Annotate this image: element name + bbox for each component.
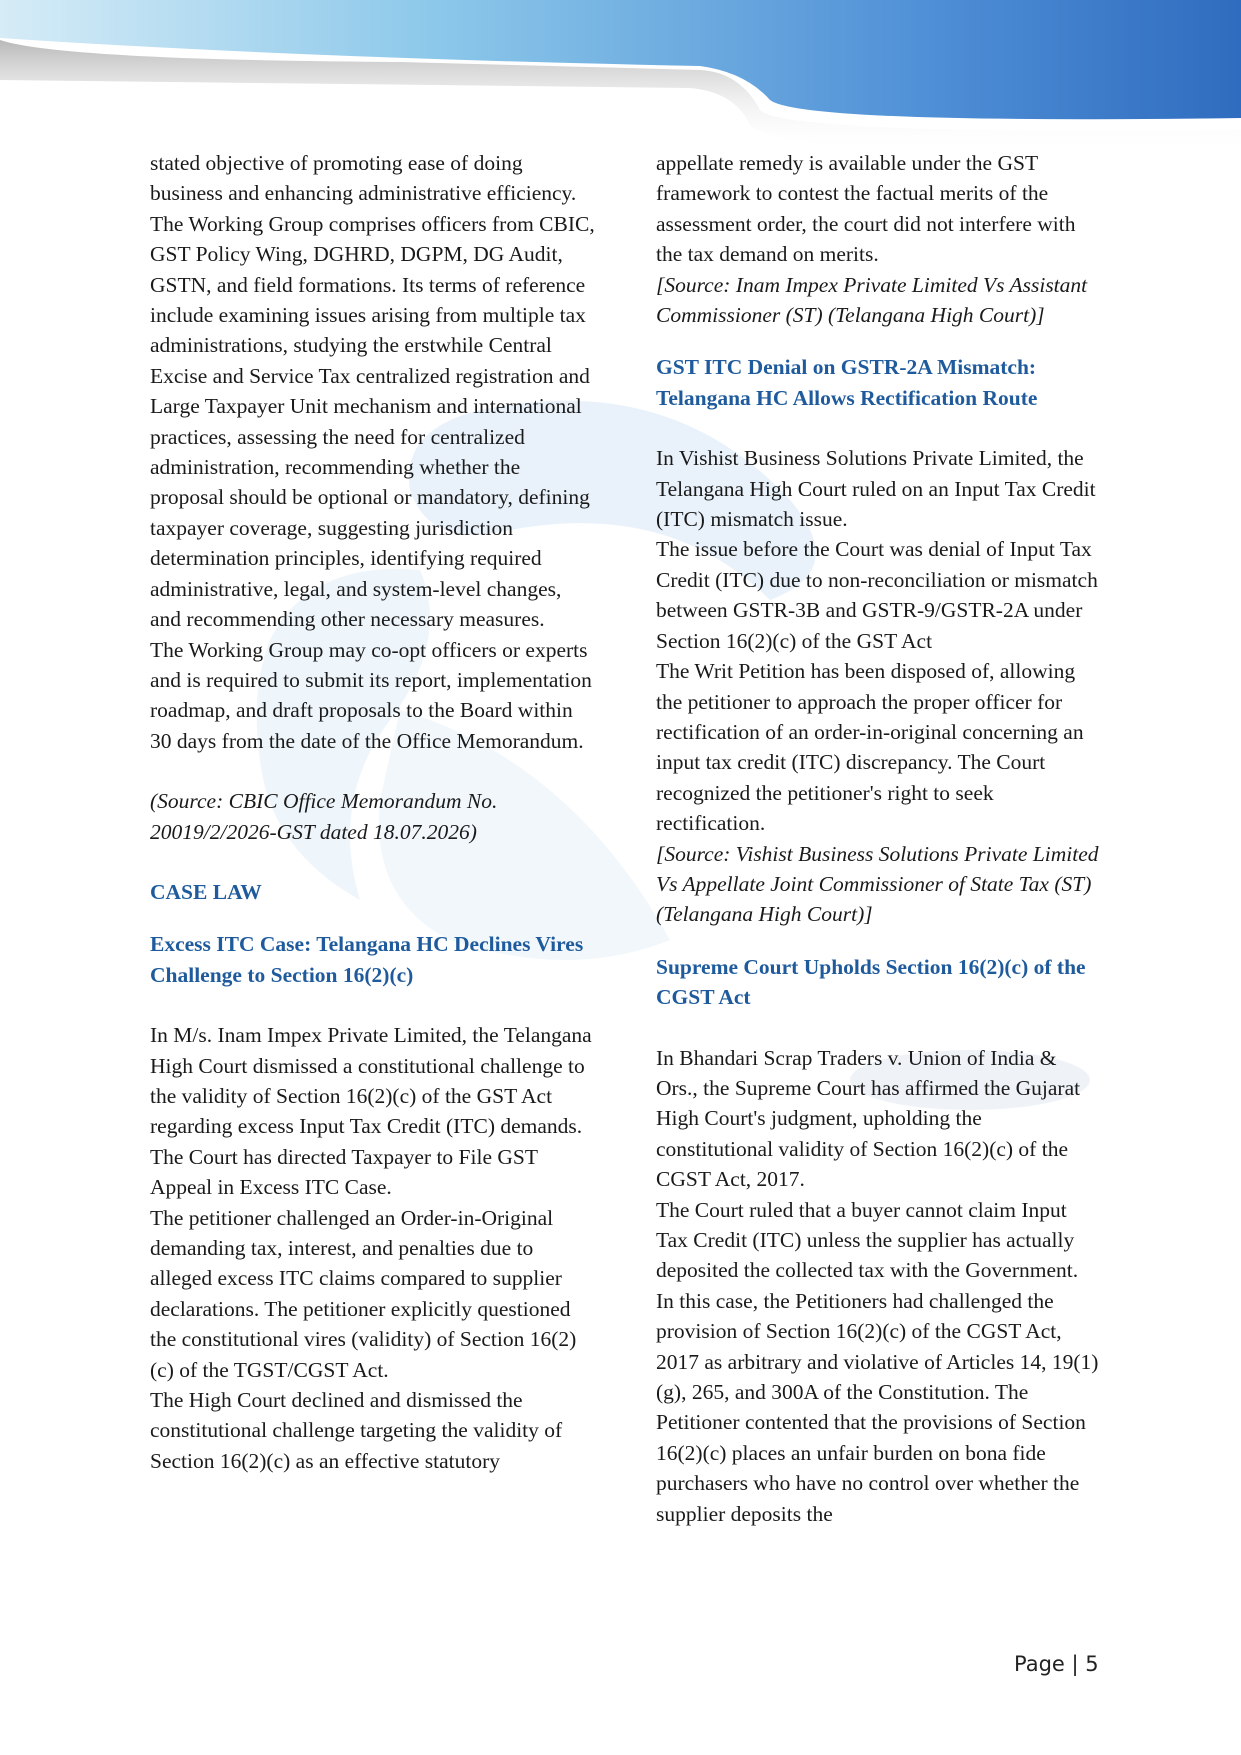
right-column bbox=[656, 148, 1101, 1529]
right-paragraph-4: The Writ Petition has been disposed of, allowing the petitioner to approach the proper officer for rectification of an order-in-original concerning an input tax credit (ITC) discrepancy. The Court recognized the petitioner's right to seek rectification. bbox=[656, 659, 1084, 836]
right-paragraph-5: In Bhandari Scrap Traders v. Union of India & Ors., the Supreme Court has affirmed the Gujarat High Court's judgment, upholding the constitutional validity of Section 16(2)(c) of the CGST Act, 2017. bbox=[656, 1045, 1081, 1192]
right-paragraph-2: In Vishist Business Solutions Private Limited, the Telangana High Court ruled on an Input Tax Credit (ITC) mismatch issue. bbox=[656, 446, 1096, 532]
header-band bbox=[0, 0, 1241, 160]
left-paragraph-2: The Working Group comprises officers from CBIC, GST Policy Wing, DGHRD, DGPM, DG Audit, GSTN, and field formations. Its terms of reference include examining issues arising from multiple tax administrations, studying the erstwhile Central Excise and Service Tax centralized registration and Large Taxpayer Unit mechanism and international practices, assessing the need for centralized administration, recommending whether the proposal should be optional or mandatory, defining taxpayer coverage, suggesting jurisdiction determination principles, identifying required administrative, legal, and system-level changes, and recommending other necessary measures. bbox=[150, 211, 595, 632]
gstr2a-mismatch-heading: GST ITC Denial on GSTR-2A Mismatch: Telangana HC Allows Rectification Route bbox=[656, 355, 1038, 410]
left-paragraph-4: In M/s. Inam Impex Private Limited, the Telangana High Court dismissed a constitutional challenge to the validity of Section 16(2)(c) of the GST Act regarding excess Input Tax Credit (ITC) demands. The Court has directed Taxpayer to File GST Appeal in Excess ITC Case. bbox=[150, 1023, 592, 1200]
left-paragraph-3: The Working Group may co-opt officers or experts and is required to submit its report, implementation roadmap, and draft proposals to the Board within 30 days from the date of the Office Memorandum. bbox=[150, 637, 592, 753]
page-number: Page | 5 bbox=[1014, 1652, 1099, 1676]
left-column bbox=[150, 148, 595, 1476]
right-paragraph-6: The Court ruled that a buyer cannot claim Input Tax Credit (ITC) unless the supplier has actually deposited the collected tax with the Government. bbox=[656, 1197, 1079, 1283]
right-paragraph-7: In this case, the Petitioners had challenged the provision of Section 16(2)(c) of the CGST Act, 2017 as arbitrary and violative of Articles 14, 19(1)(g), 265, and 300A of the Constitution. The Petitioner contented that the provisions of Section 16(2)(c) places an unfair burden on bona fide purchasers who have no control over whether the supplier deposits the bbox=[656, 1288, 1099, 1526]
case-law-heading: CASE LAW bbox=[150, 879, 262, 904]
right-paragraph-3: The issue before the Court was denial of Input Tax Credit (ITC) due to non-reconciliation or mismatch between GSTR-3B and GSTR-9/GSTR-2A under Section 16(2)(c) of the GST Act bbox=[656, 537, 1098, 653]
excess-itc-heading: Excess ITC Case: Telangana HC Declines Vires Challenge to Section 16(2)(c) bbox=[150, 932, 584, 987]
right-paragraph-1: appellate remedy is available under the GST framework to contest the factual merits of the assessment order, the court did not interfere with the tax demand on merits. bbox=[656, 151, 1076, 267]
right-source-citation-2: [Source: Vishist Business Solutions Private Limited Vs Appellate Joint Commissioner of State Tax (ST) (Telangana High Court)] bbox=[656, 841, 1099, 927]
supreme-court-heading: Supreme Court Upholds Section 16(2)(c) of the CGST Act bbox=[656, 954, 1086, 1010]
left-paragraph-5: The petitioner challenged an Order-in-Original demanding tax, interest, and penalties due to alleged excess ITC claims compared to supplier declarations. The petitioner explicitly questioned the constitutional vires (validity) of Section 16(2)(c) of the TGST/CGST Act. bbox=[150, 1205, 577, 1382]
left-paragraph-6: The High Court declined and dismissed the constitutional challenge targeting the validity of Section 16(2)(c) as an effective statutory bbox=[150, 1388, 563, 1473]
right-source-citation-1: [Source: Inam Impex Private Limited Vs Assistant Commissioner (ST) (Telangana High Court)] bbox=[656, 272, 1088, 328]
left-paragraph-1: stated objective of promoting ease of doing business and enhancing administrative efficiency. bbox=[150, 151, 577, 206]
left-source-citation: (Source: CBIC Office Memorandum No. 20019/2/2026-GST dated 18.07.2026) bbox=[150, 789, 498, 844]
